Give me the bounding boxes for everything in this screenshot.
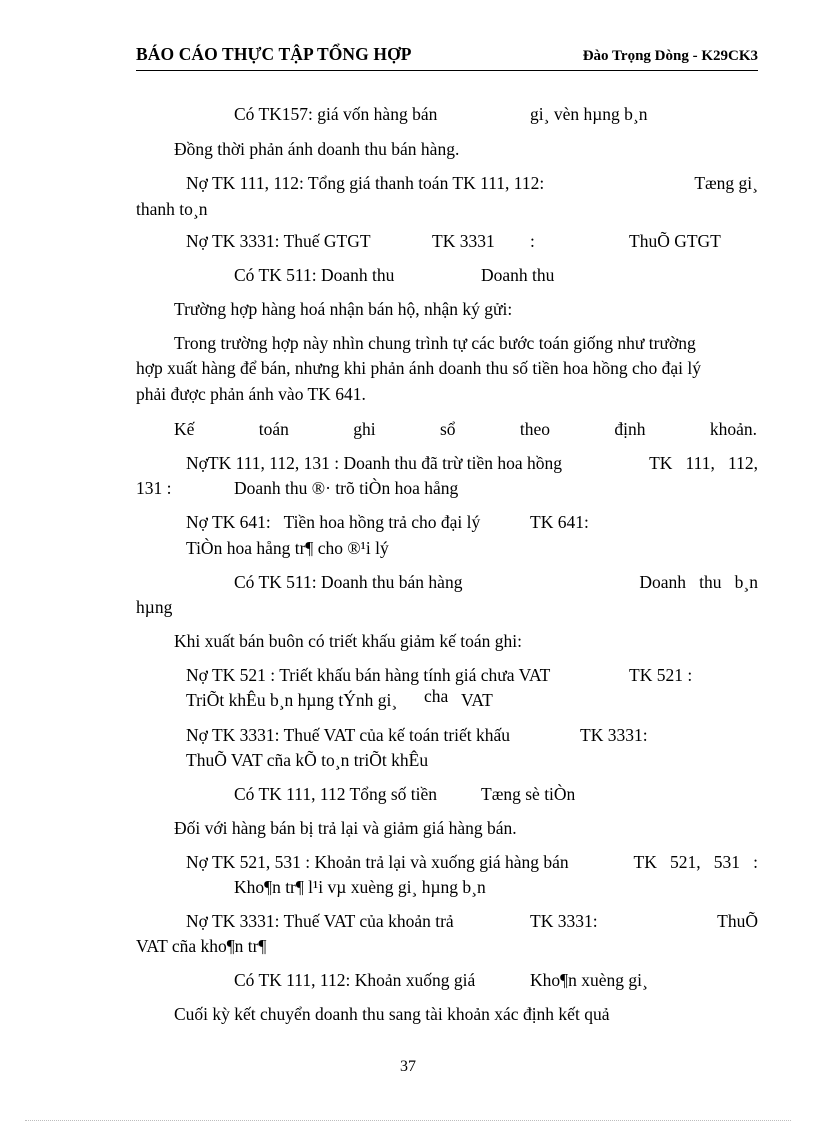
entry-text: Nợ TK 521 : Triết khấu bán hàng tính giá chưa VAT — [186, 665, 551, 685]
entry-text: cha — [424, 686, 449, 706]
entry-text: Có TK 511: Doanh thu bán hàng — [234, 572, 463, 592]
entry-text: NợTK 111, 112, 131 : Doanh thu đã trừ tiền hoa hồng — [186, 453, 562, 473]
entry-text: Nợ TK 521, 531 : Khoản trả lại và xuống giá hàng bán — [186, 852, 569, 872]
entry-text: Có TK 111, 112 Tổng số tiền — [234, 784, 438, 804]
paragraph-line: Trong trường hợp này nhìn chung trình tự các bước toán giống như trường — [174, 333, 696, 353]
author-info: Đào Trọng Dòng - K29CK3 — [582, 48, 758, 64]
justified-line — [174, 419, 757, 440]
entry-text: 131 : — [136, 478, 172, 498]
paragraph-line: Trường hợp hàng hoá nhận bán hộ, nhận ký gửi: — [174, 299, 513, 319]
paragraph-line: hợp xuất hàng để bán, nhưng khi phản ánh doanh thu số tiền hoa hồng cho đại lý — [136, 358, 702, 378]
entry-text: Tæng gi¸ — [694, 173, 758, 193]
word: toán — [258, 419, 289, 439]
paragraph-line: Đối với hàng bán bị trả lại và giảm giá hàng bán. — [174, 818, 517, 838]
entry-text: Doanh thu b¸n — [639, 572, 758, 592]
entry-text: VAT — [461, 690, 493, 710]
page-bottom-border — [25, 1120, 791, 1121]
entry-text: Có TK 111, 112: Khoản xuống giá — [234, 970, 476, 990]
entry-text: TiÒn hoa hång tr¶ cho ®¹i lý — [186, 538, 389, 558]
entry-text: : — [530, 231, 535, 251]
entry-text: ThuÕ — [717, 911, 758, 931]
paragraph-line: phải được phản ánh vào TK 641. — [136, 384, 366, 404]
entry-text: VAT cña kho¶n tr¶ — [136, 936, 267, 956]
entry-text: ThuÕ GTGT — [629, 231, 721, 251]
word: sổ — [439, 419, 456, 439]
entry-text: TK 3331: — [580, 725, 648, 745]
entry-text: TK 3331: — [530, 911, 598, 931]
entry-text: TK 641: — [530, 512, 589, 532]
entry-text: Nợ TK 641: Tiền hoa hồng trả cho đại lý — [186, 512, 481, 532]
entry-text: thanh to¸n — [136, 199, 208, 219]
entry-text: Tæng sè tiÒn — [481, 784, 576, 804]
report-title: BÁO CÁO THỰC TẬP TỔNG HỢP — [136, 44, 412, 64]
entry-text: Nợ TK 3331: Thuế VAT của kế toán triết khấu — [186, 725, 511, 745]
entry-text: ThuÕ VAT cña kÕ to¸n triÕt khÊu — [186, 750, 429, 770]
entry-text: TK 521, 531 : — [633, 852, 758, 872]
page-number: 37 — [400, 1058, 416, 1075]
entry-text: Có TK157: giá vốn hàng bán — [234, 104, 438, 124]
word: Kế — [174, 419, 195, 439]
word: khoản. — [709, 419, 757, 439]
paragraph-line: Cuối kỳ kết chuyển doanh thu sang tài khoản xác định kết quả — [174, 1004, 610, 1024]
entry-text: Doanh thu — [481, 265, 555, 285]
word: theo — [519, 419, 550, 439]
entry-text: Nợ TK 3331: Thuế VAT của khoản trả — [186, 911, 454, 931]
entry-text: Nợ TK 3331: Thuế GTGT — [186, 231, 371, 251]
entry-text: Có TK 511: Doanh thu — [234, 265, 395, 285]
entry-text: TK 111, 112, — [649, 453, 758, 473]
word: định — [614, 419, 646, 439]
entry-text: Nợ TK 111, 112: Tổng giá thanh toán TK 111, 112: — [186, 173, 545, 193]
header-rule — [136, 70, 758, 71]
entry-text: hµng — [136, 597, 173, 617]
paragraph-line: Đồng thời phản ánh doanh thu bán hàng. — [174, 139, 460, 159]
entry-text: TK 521 : — [629, 665, 693, 685]
entry-text: gi¸ vèn hµng b¸n — [530, 104, 648, 124]
entry-text: Kho¶n xuèng gi¸ — [530, 970, 648, 990]
word: ghi — [353, 419, 376, 439]
entry-text: Doanh thu ®· trõ tiÒn hoa hång — [234, 478, 459, 498]
entry-text: Kho¶n tr¶ l¹i vµ xuèng gi¸ hµng b¸n — [234, 877, 486, 897]
paragraph-line: Khi xuất bán buôn có triết khấu giảm kế toán ghi: — [174, 631, 522, 651]
entry-text: TK 3331 — [432, 231, 495, 251]
entry-text: TriÕt khÊu b¸n hµng tÝnh gi¸ — [186, 690, 398, 710]
